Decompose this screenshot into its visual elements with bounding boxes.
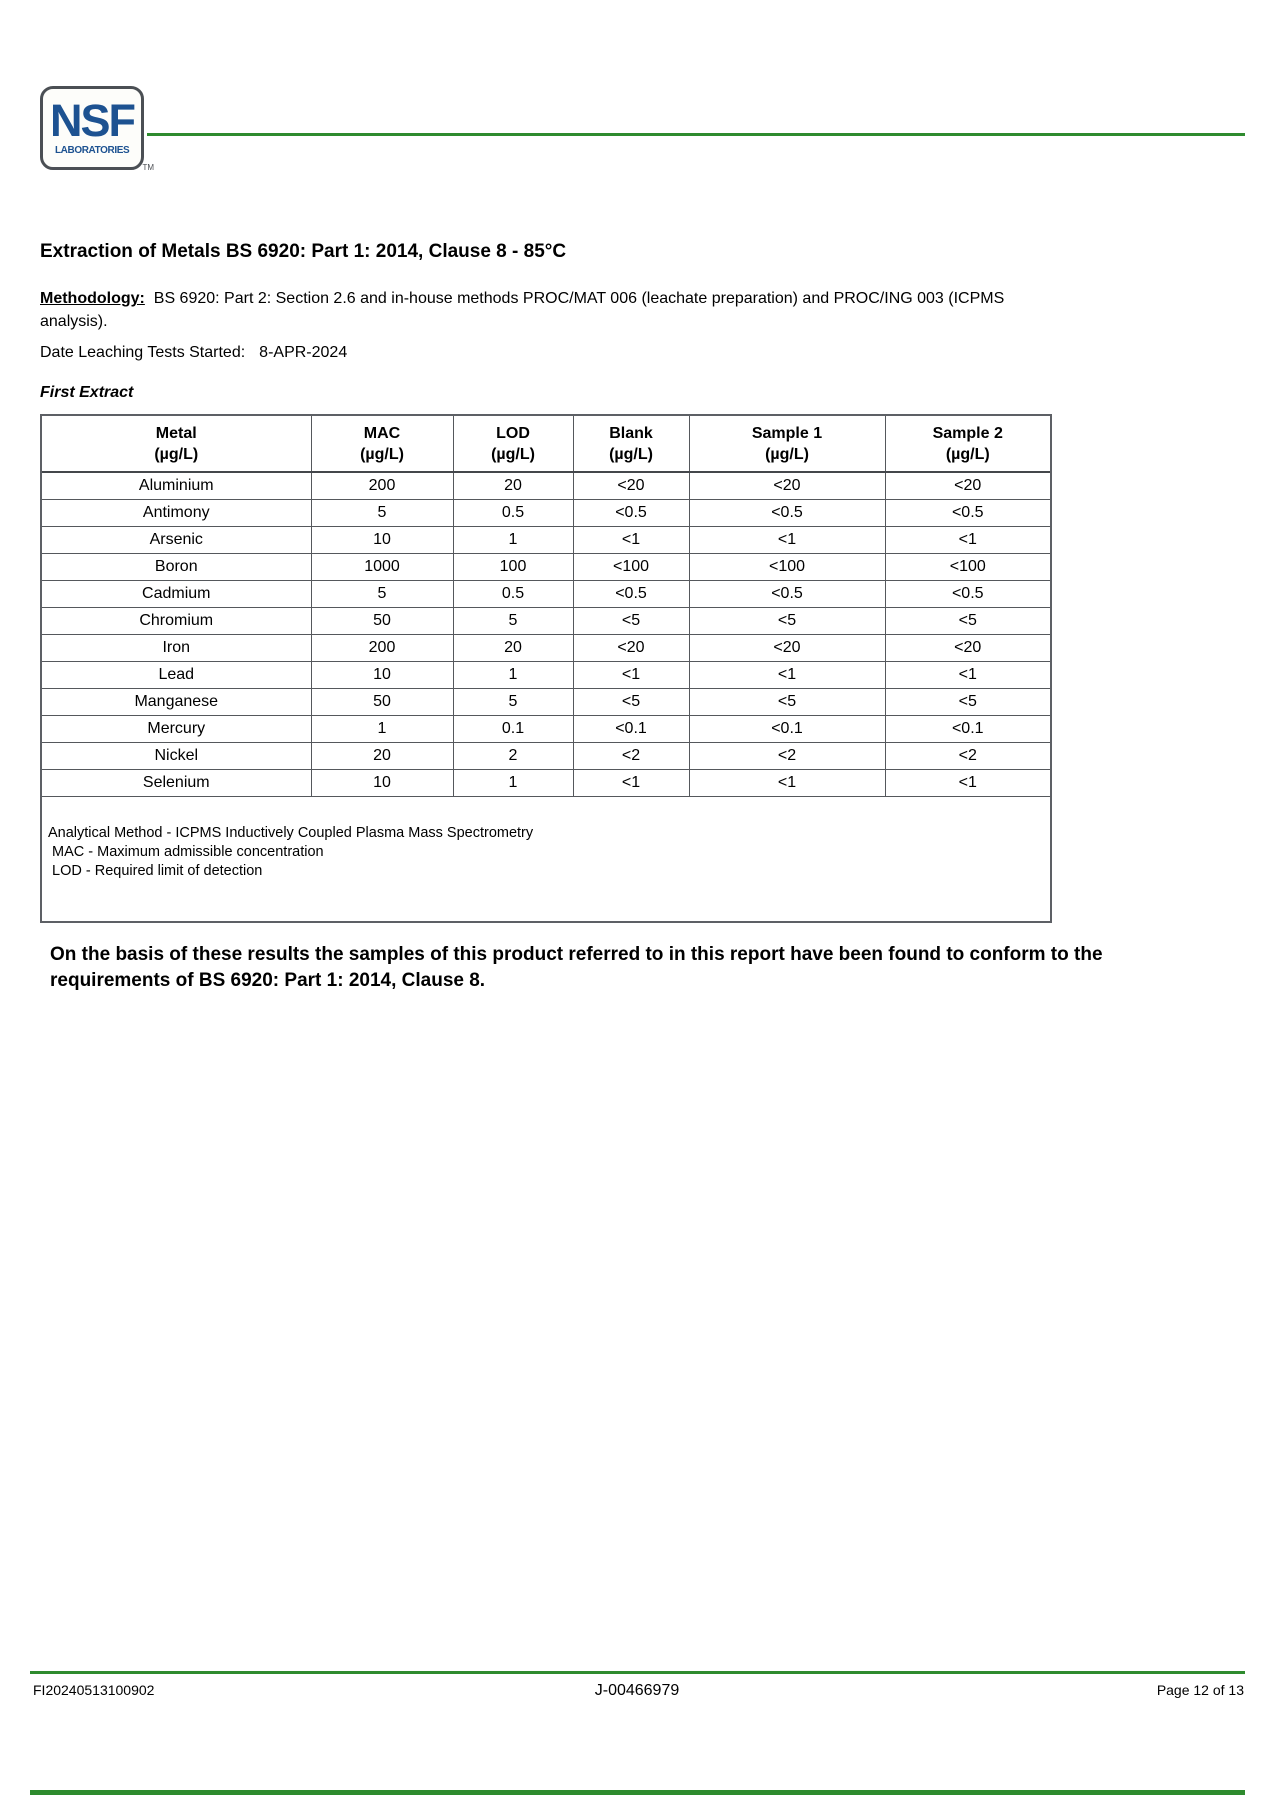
footer-page-number: Page 12 of 13 xyxy=(1156,1682,1244,1698)
metal-name-cell: Aluminium xyxy=(42,472,311,499)
value-cell: <0.5 xyxy=(689,580,885,607)
column-header-name: Blank xyxy=(609,425,653,442)
value-cell: <0.1 xyxy=(573,715,689,742)
value-cell: <0.5 xyxy=(573,499,689,526)
value-cell: 1 xyxy=(453,661,573,688)
value-cell: <5 xyxy=(573,688,689,715)
value-cell: 200 xyxy=(311,634,453,661)
column-header-name: LOD xyxy=(496,425,530,442)
column-header-unit: (µg/L) xyxy=(491,446,535,463)
metal-name-cell: Boron xyxy=(42,553,311,580)
value-cell: 0.1 xyxy=(453,715,573,742)
column-header-unit: (µg/L) xyxy=(360,446,404,463)
page-title: Extraction of Metals BS 6920: Part 1: 2014, Clause 8 - 85°C xyxy=(40,241,567,262)
value-cell: <2 xyxy=(573,742,689,769)
value-cell: 5 xyxy=(453,688,573,715)
value-cell: <5 xyxy=(689,607,885,634)
value-cell: 10 xyxy=(311,661,453,688)
value-cell: <0.5 xyxy=(885,580,1050,607)
value-cell: <0.1 xyxy=(885,715,1050,742)
section-label-first-extract: First Extract xyxy=(40,384,134,401)
value-cell: 1 xyxy=(311,715,453,742)
footer-job-number: J-00466979 xyxy=(594,1682,680,1699)
value-cell: <100 xyxy=(573,553,689,580)
value-cell: <1 xyxy=(573,661,689,688)
column-header xyxy=(453,416,573,472)
table-row xyxy=(42,661,1050,688)
value-cell: <0.5 xyxy=(573,580,689,607)
nsf-logo xyxy=(40,86,154,172)
table-row xyxy=(42,553,1050,580)
column-header xyxy=(311,416,453,472)
conformance-statement: On the basis of these results the samples of this product referred to in this report have been found to conform to the requirements of BS 6920: Part 1: 2014, Clause 8. xyxy=(50,944,1103,991)
metal-name-cell: Lead xyxy=(42,661,311,688)
table-row xyxy=(42,472,1050,499)
metal-name-cell: Selenium xyxy=(42,769,311,796)
table-row xyxy=(42,499,1050,526)
metal-name-cell: Cadmium xyxy=(42,580,311,607)
column-header-unit: (µg/L) xyxy=(945,446,990,463)
column-header xyxy=(573,416,689,472)
metal-name-cell: Arsenic xyxy=(42,526,311,553)
value-cell: <5 xyxy=(573,607,689,634)
results-table xyxy=(42,416,1050,797)
metal-name-cell: Chromium xyxy=(42,607,311,634)
footnote-line: Analytical Method - ICPMS Inductively Coupled Plasma Mass Spectrometry xyxy=(48,824,534,841)
nsf-logo-subtext: LABORATORIES xyxy=(54,144,130,156)
value-cell: 2 xyxy=(453,742,573,769)
value-cell: 20 xyxy=(453,472,573,499)
value-cell: 1 xyxy=(453,526,573,553)
trademark-symbol: TM xyxy=(142,163,154,172)
value-cell: <1 xyxy=(885,661,1050,688)
table-header-row xyxy=(42,416,1050,472)
metal-name-cell: Antimony xyxy=(42,499,311,526)
value-cell: <1 xyxy=(689,526,885,553)
value-cell: <1 xyxy=(689,769,885,796)
value-cell: <100 xyxy=(689,553,885,580)
value-cell: <5 xyxy=(885,607,1050,634)
footer-green-rule xyxy=(30,1671,1245,1674)
value-cell: <20 xyxy=(573,634,689,661)
table-row xyxy=(42,526,1050,553)
value-cell: 50 xyxy=(311,688,453,715)
value-cell: <1 xyxy=(573,769,689,796)
value-cell: <20 xyxy=(573,472,689,499)
value-cell: 1000 xyxy=(311,553,453,580)
metal-name-cell: Iron xyxy=(42,634,311,661)
value-cell: <2 xyxy=(885,742,1050,769)
column-header-name: Sample 1 xyxy=(751,425,823,442)
value-cell: <0.5 xyxy=(885,499,1050,526)
value-cell: 50 xyxy=(311,607,453,634)
column-header-unit: (µg/L) xyxy=(154,446,199,463)
value-cell: <0.5 xyxy=(689,499,885,526)
value-cell: 10 xyxy=(311,769,453,796)
value-cell: 200 xyxy=(311,472,453,499)
value-cell: <1 xyxy=(689,661,885,688)
value-cell: 20 xyxy=(453,634,573,661)
methodology-label: Methodology: xyxy=(40,290,145,307)
date-leaching-value: 8-APR-2024 xyxy=(259,344,348,361)
value-cell: 100 xyxy=(453,553,573,580)
column-header-name: MAC xyxy=(363,425,401,442)
value-cell: <5 xyxy=(689,688,885,715)
column-header xyxy=(689,416,885,472)
date-leaching-label: Date Leaching Tests Started: xyxy=(40,344,246,361)
table-row xyxy=(42,607,1050,634)
value-cell: <100 xyxy=(885,553,1050,580)
table-row xyxy=(42,769,1050,796)
value-cell: 0.5 xyxy=(453,580,573,607)
footnote-line: LOD - Required limit of detection xyxy=(48,862,263,879)
bottom-green-rule xyxy=(30,1790,1245,1795)
value-cell: 20 xyxy=(311,742,453,769)
value-cell: <20 xyxy=(885,472,1050,499)
metal-name-cell: Nickel xyxy=(42,742,311,769)
value-cell: <1 xyxy=(885,526,1050,553)
column-header-unit: (µg/L) xyxy=(765,446,809,463)
header-green-rule xyxy=(147,133,1245,136)
column-header xyxy=(885,416,1050,472)
value-cell: 5 xyxy=(453,607,573,634)
value-cell: 5 xyxy=(311,580,453,607)
metal-name-cell: Mercury xyxy=(42,715,311,742)
value-cell: 1 xyxy=(453,769,573,796)
column-header-unit: (µg/L) xyxy=(609,446,653,463)
table-row xyxy=(42,688,1050,715)
value-cell: <2 xyxy=(689,742,885,769)
value-cell: 5 xyxy=(311,499,453,526)
value-cell: <0.1 xyxy=(689,715,885,742)
nsf-logo-box xyxy=(40,86,144,170)
nsf-logo-text: NSF xyxy=(50,95,134,146)
table-row xyxy=(42,634,1050,661)
table-footnotes xyxy=(42,797,1050,921)
column-header-name: Sample 2 xyxy=(932,425,1003,442)
value-cell: <20 xyxy=(885,634,1050,661)
table-row xyxy=(42,580,1050,607)
value-cell: <1 xyxy=(885,769,1050,796)
table-row xyxy=(42,742,1050,769)
column-header-name: Metal xyxy=(155,425,197,442)
results-table-box xyxy=(40,414,1052,923)
footer-report-id: FI20240513100902 xyxy=(33,1682,155,1698)
value-cell: <5 xyxy=(885,688,1050,715)
methodology-paragraph xyxy=(40,287,1048,333)
column-header xyxy=(42,416,311,472)
value-cell: 10 xyxy=(311,526,453,553)
value-cell: <20 xyxy=(689,472,885,499)
value-cell: <20 xyxy=(689,634,885,661)
footnote-line: MAC - Maximum admissible concentration xyxy=(48,843,324,860)
value-cell: <1 xyxy=(573,526,689,553)
methodology-text: BS 6920: Part 2: Section 2.6 and in-house methods PROC/MAT 006 (leachate preparation) and PROC/ING 003 (ICPMS analysis). xyxy=(40,290,1005,330)
table-row xyxy=(42,715,1050,742)
value-cell: 0.5 xyxy=(453,499,573,526)
metal-name-cell: Manganese xyxy=(42,688,311,715)
date-leaching-row xyxy=(40,344,347,362)
